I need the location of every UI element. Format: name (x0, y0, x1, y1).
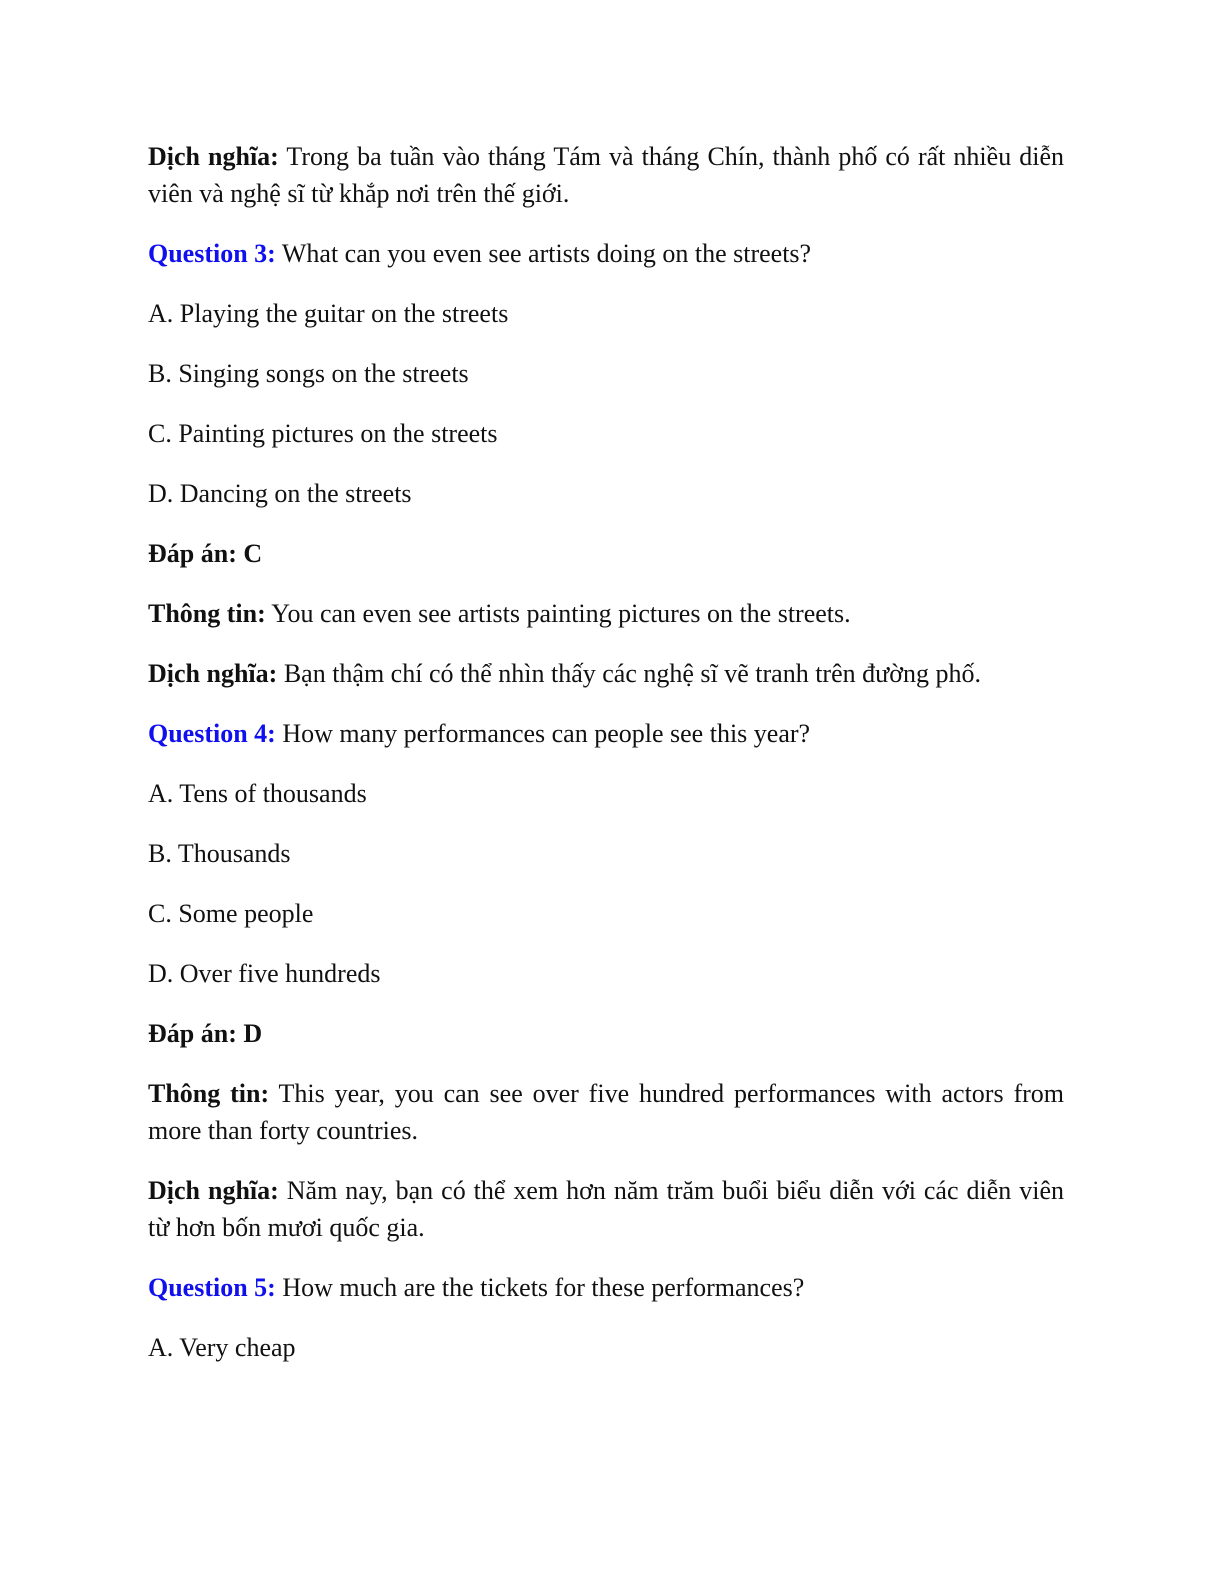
info-text: You can even see artists painting pictures on the streets. (265, 599, 851, 628)
translation-paragraph (148, 138, 1064, 212)
info-label: Thông tin: (148, 599, 266, 628)
option-a: A. Tens of thousands (148, 779, 367, 808)
info-paragraph (148, 1075, 1064, 1149)
answer-label: Đáp án: C (148, 539, 263, 568)
translation-text: Bạn thậm chí có thể nhìn thấy các nghệ sĩ vẽ tranh trên đường phố. (277, 659, 981, 688)
question-label: Question 5: (148, 1273, 276, 1302)
question-text: How many performances can people see this year? (275, 719, 811, 748)
translation-label: Dịch nghĩa: (148, 659, 278, 688)
document-page (148, 138, 1064, 1366)
question-label: Question 4: (148, 719, 276, 748)
translation-label: Dịch nghĩa: (148, 1176, 279, 1205)
question-4 (148, 715, 1064, 752)
info-text: This year, you can see over five hundred performances with actors from more than forty countries. (148, 1079, 1064, 1145)
option-c: C. Painting pictures on the streets (148, 419, 498, 448)
translation-text: Năm nay, bạn có thể xem hơn năm trăm buổi biểu diễn với các diễn viên từ hơn bốn mươi quốc gia. (148, 1176, 1065, 1242)
option-b: B. Singing songs on the streets (148, 359, 469, 388)
translation-paragraph (148, 1172, 1064, 1246)
info-paragraph (148, 595, 1064, 632)
translation-paragraph (148, 655, 1064, 692)
option-c: C. Some people (148, 899, 314, 928)
question-5 (148, 1269, 1064, 1306)
question-text: How much are the tickets for these performances? (275, 1273, 805, 1302)
option-b: B. Thousands (148, 839, 291, 868)
option-a: A. Playing the guitar on the streets (148, 299, 509, 328)
option-d: D. Over five hundreds (148, 959, 381, 988)
option-a: A. Very cheap (148, 1333, 296, 1362)
translation-text: Trong ba tuần vào tháng Tám và tháng Chín, thành phố có rất nhiều diễn viên và nghệ sĩ từ khắp nơi trên thế giới. (148, 142, 1064, 208)
option-d: D. Dancing on the streets (148, 479, 412, 508)
translation-label: Dịch nghĩa: (148, 142, 279, 171)
info-label: Thông tin: (148, 1079, 270, 1108)
question-3 (148, 235, 1064, 272)
answer-label: Đáp án: D (148, 1019, 263, 1048)
question-label: Question 3: (148, 239, 276, 268)
question-text: What can you even see artists doing on the streets? (275, 239, 812, 268)
